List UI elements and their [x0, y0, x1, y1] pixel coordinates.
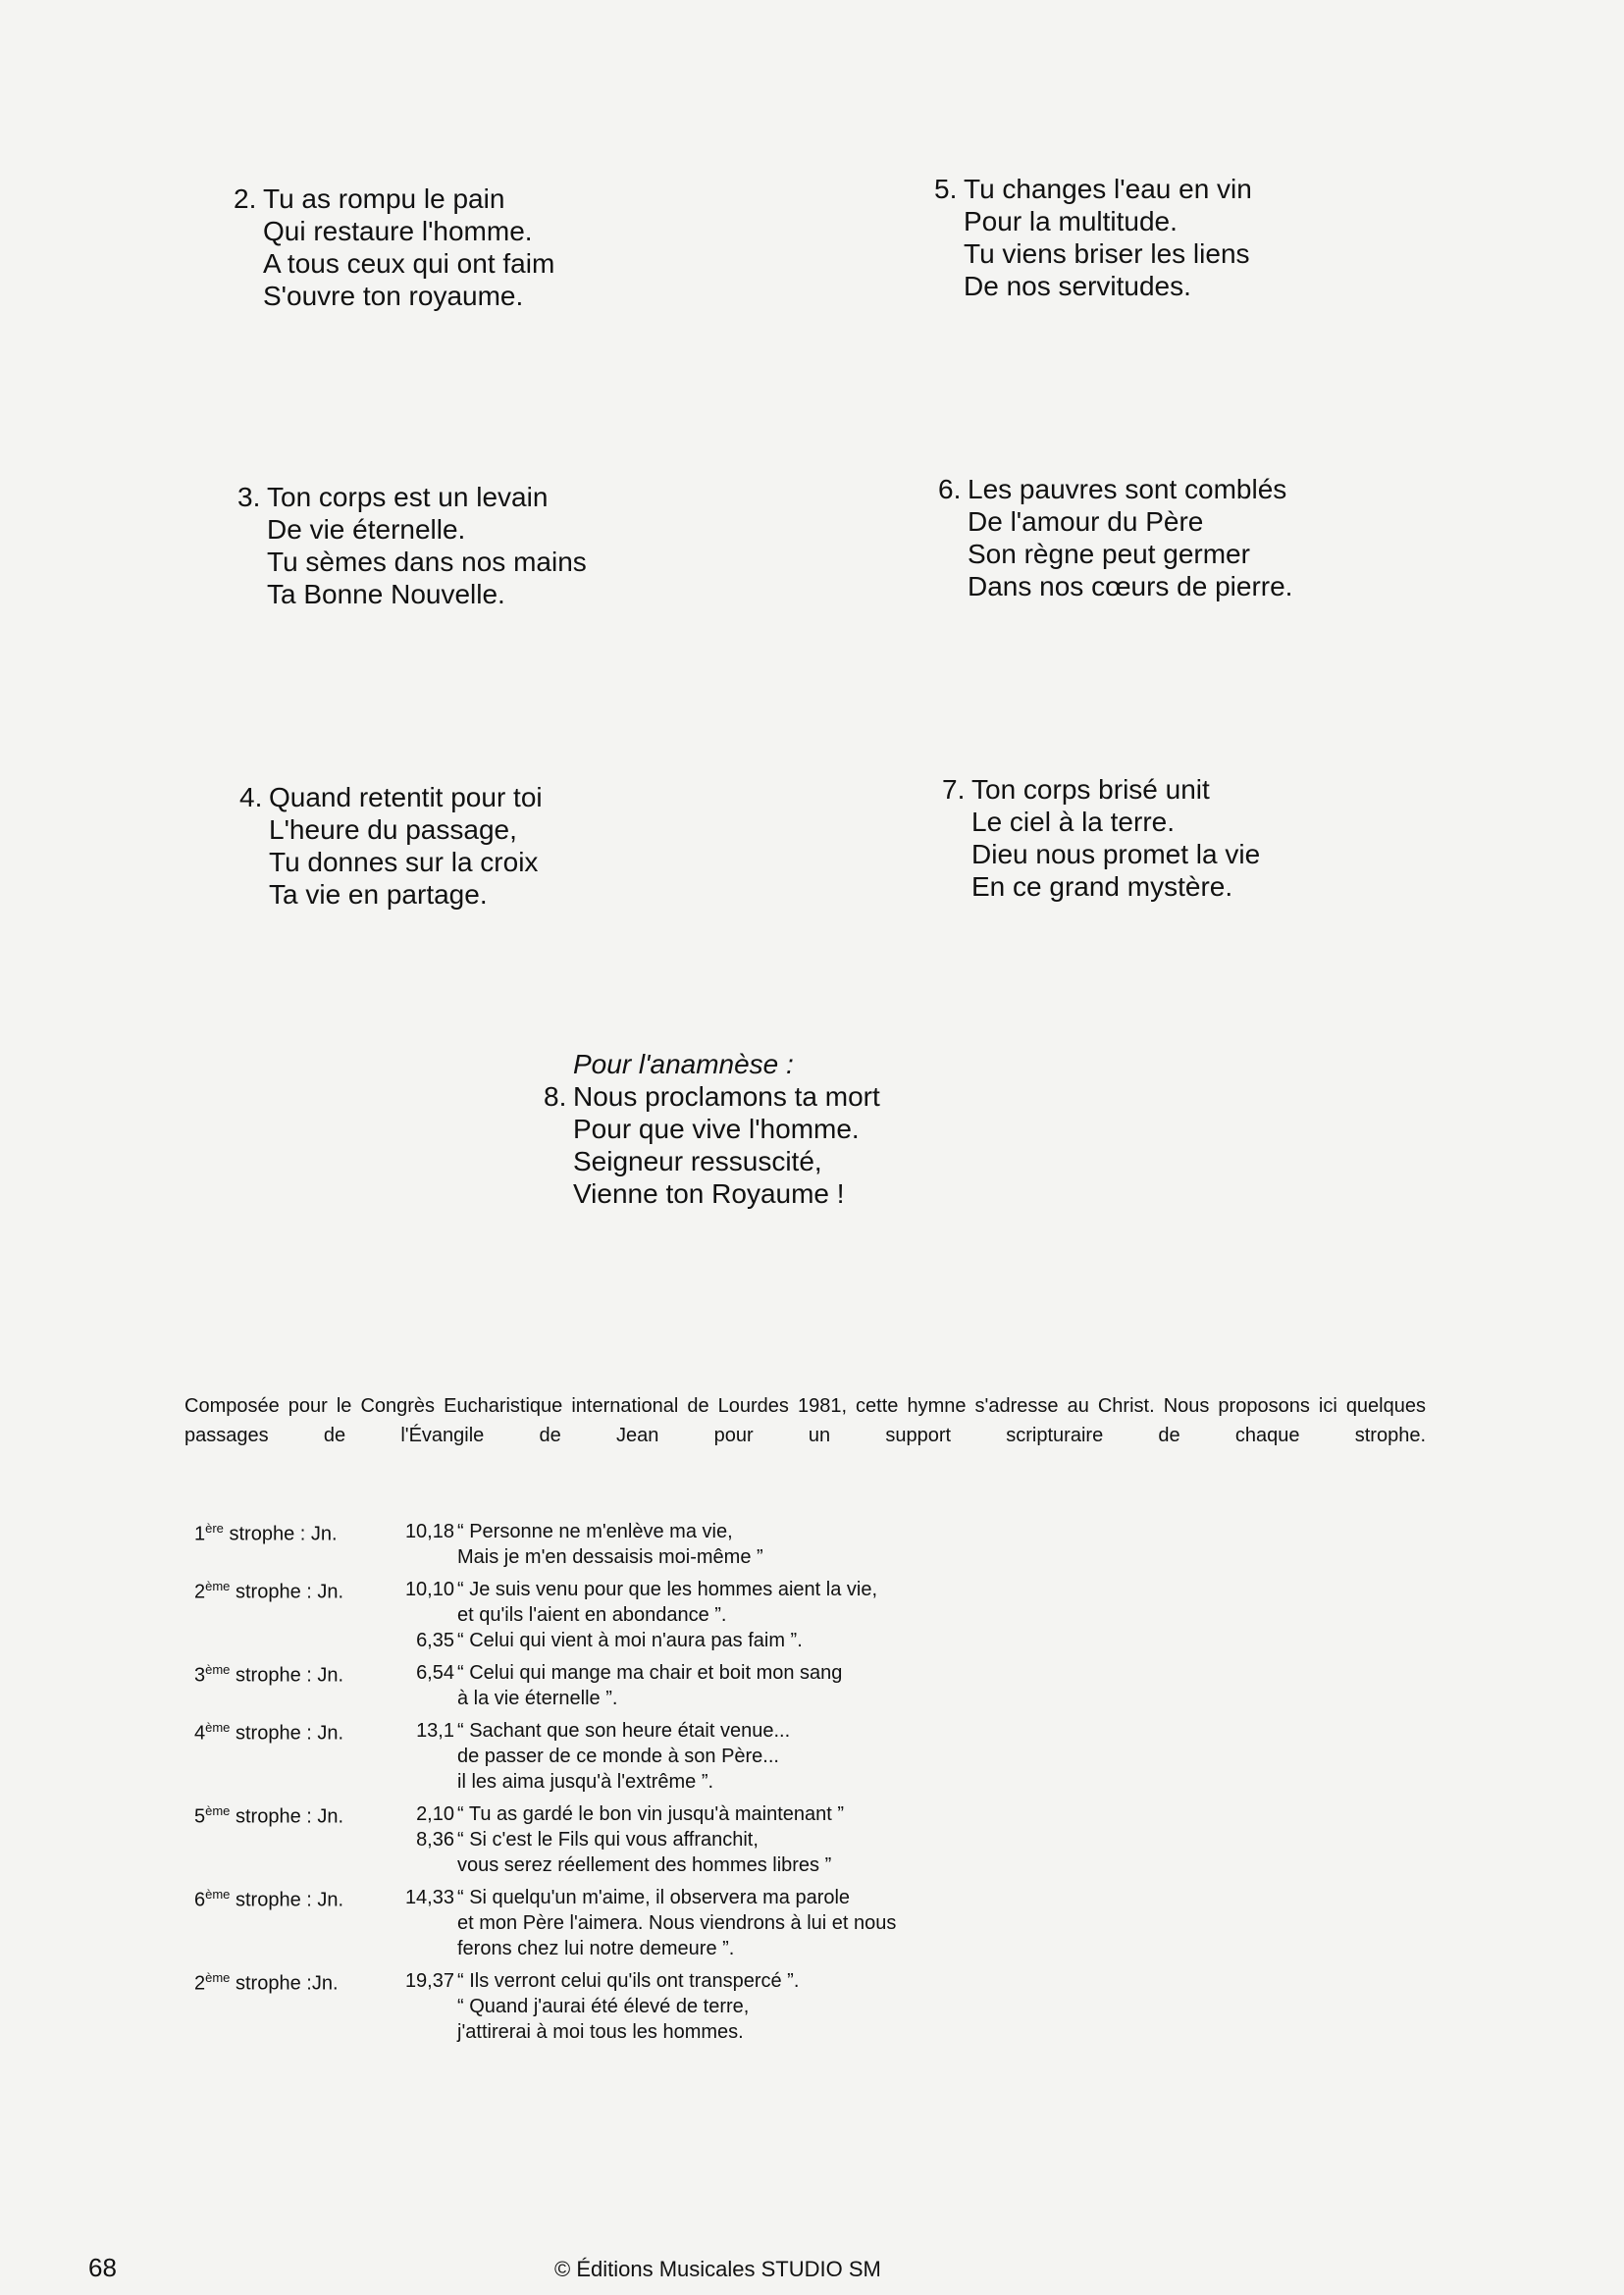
book-label: : Jn.	[306, 1805, 344, 1828]
ordinal-suffix: ème	[205, 1579, 231, 1593]
verse-text: à la vie éternelle ”.	[457, 1688, 618, 1709]
verse-text: “ Celui qui vient à moi n'aura pas faim ”.	[457, 1630, 803, 1651]
verse-text: Mais je m'en dessaisis moi-même ”	[457, 1546, 763, 1568]
stanza-line: Tu sèmes dans nos mains	[267, 547, 587, 577]
stanza-number: 7.	[942, 774, 966, 805]
intro-paragraph: Composée pour le Congrès Eucharistique international de Lourdes 1981, cette hymne s'adresse au Christ. Nous proposons ici quelques passages de l'Évangile de Jean pour un support scripturaire de chaque strophe.	[184, 1395, 1426, 1446]
stanza-line: De nos servitudes.	[964, 271, 1191, 301]
strophe-label: strophe	[235, 1664, 301, 1687]
stanza-line: Pour la multitude.	[964, 206, 1178, 236]
ordinal: 2	[194, 1972, 206, 1995]
stanza-number: 4.	[239, 782, 263, 812]
verse-reference: 2,10	[416, 1803, 454, 1825]
ordinal-suffix: ème	[205, 1720, 231, 1735]
stanza-line: Seigneur ressuscité,	[573, 1146, 822, 1176]
stanza-line: Ton corps brisé unit	[971, 774, 1210, 805]
strophe-label: strophe	[235, 1581, 301, 1603]
strophe-label: strophe	[235, 1972, 301, 1995]
verse-reference: 8,36	[416, 1829, 454, 1851]
stanza-line: Le ciel à la terre.	[971, 807, 1175, 837]
verse-text: vous serez réellement des hommes libres ”	[457, 1854, 832, 1876]
stanza-line: Vienne ton Royaume !	[573, 1178, 845, 1209]
stanza-line: Qui restaure l'homme.	[263, 216, 533, 246]
stanza-number: 2.	[234, 183, 257, 214]
stanza-line: Ta vie en partage.	[269, 879, 488, 910]
strophe-label: strophe	[235, 1722, 301, 1745]
stanza-line: En ce grand mystère.	[971, 871, 1233, 902]
book-label: : Jn.	[306, 1722, 344, 1745]
stanza-line: Les pauvres sont comblés	[968, 474, 1287, 504]
book-label: : Jn.	[299, 1523, 338, 1545]
stanza-5	[934, 173, 1252, 302]
stanza-line: A tous ceux qui ont faim	[263, 248, 555, 279]
page-number: 68	[88, 2253, 117, 2282]
stanza-line: Pour que vive l'homme.	[573, 1114, 860, 1144]
ordinal-suffix: ère	[205, 1521, 224, 1536]
stanza-line: Dans nos cœurs de pierre.	[968, 571, 1293, 601]
stanza-line: Dieu nous promet la vie	[971, 839, 1261, 869]
stanza-line: Tu viens briser les liens	[964, 238, 1250, 269]
book-label: : Jn.	[306, 1664, 344, 1687]
verse-reference: 6,35	[416, 1630, 454, 1651]
stanza-line: L'heure du passage,	[269, 814, 517, 845]
stanza-3	[237, 481, 587, 610]
book-label: : Jn.	[306, 1889, 344, 1911]
stanza-number: 5.	[934, 174, 958, 204]
verse-text: “ Je suis venu pour que les hommes aient la vie,	[457, 1579, 877, 1600]
stanza-number: 8.	[544, 1081, 567, 1112]
ordinal-suffix: ème	[205, 1803, 231, 1818]
stanza-line: Tu as rompu le pain	[263, 183, 505, 214]
ordinal-suffix: ème	[205, 1887, 231, 1902]
stanza-line: De vie éternelle.	[267, 514, 466, 545]
ordinal: 1	[194, 1523, 206, 1545]
stanza-line: Nous proclamons ta mort	[573, 1081, 880, 1112]
book-label: :Jn.	[306, 1972, 339, 1995]
verse-reference: 13,1	[416, 1720, 454, 1742]
verse-reference: 19,37	[404, 1970, 454, 1992]
verse-text: “ Celui qui mange ma chair et boit mon sang	[457, 1662, 843, 1684]
stanza-line: Quand retentit pour toi	[269, 782, 543, 812]
verse-reference: 14,33	[404, 1887, 454, 1908]
verse-text: j'attirerai à moi tous les hommes.	[457, 2021, 744, 2043]
verse-text: et qu'ils l'aient en abondance ”.	[457, 1604, 727, 1626]
stanza-6	[938, 473, 1293, 602]
book-label: : Jn.	[306, 1581, 344, 1603]
ordinal: 4	[194, 1722, 206, 1745]
strophe-label: strophe	[235, 1805, 301, 1828]
ordinal: 3	[194, 1664, 206, 1687]
ordinal: 6	[194, 1889, 206, 1911]
stanza-line: Tu changes l'eau en vin	[964, 174, 1252, 204]
verse-text: “ Tu as gardé le bon vin jusqu'à maintenant ”	[457, 1803, 845, 1825]
stanza-line: Tu donnes sur la croix	[269, 847, 539, 877]
ordinal-suffix: ème	[205, 1970, 231, 1985]
verse-reference: 10,18	[404, 1521, 454, 1542]
verse-text: de passer de ce monde à son Père...	[457, 1746, 779, 1767]
strophe-label: strophe	[235, 1889, 301, 1911]
verse-text: “ Personne ne m'enlève ma vie,	[457, 1521, 733, 1542]
verse-text: “ Quand j'aurai été élevé de terre,	[457, 1996, 750, 2017]
stanza-line: De l'amour du Père	[968, 506, 1204, 537]
stanza-line: Ton corps est un levain	[267, 482, 549, 512]
strophe-label: strophe	[229, 1523, 295, 1545]
verse-text: il les aima jusqu'à l'extrême ”.	[457, 1771, 714, 1793]
verse-text: “ Si quelqu'un m'aime, il observera ma parole	[457, 1887, 851, 1908]
ordinal-suffix: ème	[205, 1662, 231, 1677]
verse-text: “ Si c'est le Fils qui vous affranchit,	[457, 1829, 759, 1851]
ordinal: 2	[194, 1581, 206, 1603]
ordinal: 5	[194, 1805, 206, 1828]
stanza-2	[234, 183, 555, 312]
verse-text: “ Ils verront celui qu'ils ont transpercé ”.	[457, 1970, 800, 1992]
stanza-line: Son règne peut germer	[968, 539, 1250, 569]
stanza-line: Ta Bonne Nouvelle.	[267, 579, 505, 609]
verse-reference: 10,10	[404, 1579, 454, 1600]
stanza-number: 6.	[938, 474, 962, 504]
stanza-number: 3.	[237, 482, 261, 512]
stanza-line: S'ouvre ton royaume.	[263, 281, 524, 311]
stanza-anamnese	[544, 1048, 880, 1210]
stanza-7	[942, 773, 1261, 903]
verse-reference: 6,54	[416, 1662, 454, 1684]
stanza-4	[239, 781, 543, 911]
verse-text: ferons chez lui notre demeure ”.	[457, 1938, 735, 1959]
verse-text: et mon Père l'aimera. Nous viendrons à lui et nous	[457, 1912, 897, 1934]
copyright-notice: © Éditions Musicales STUDIO SM	[554, 2257, 881, 2281]
verse-text: “ Sachant que son heure était venue...	[457, 1720, 791, 1742]
anamnese-intro: Pour l'anamnèse :	[573, 1049, 794, 1079]
